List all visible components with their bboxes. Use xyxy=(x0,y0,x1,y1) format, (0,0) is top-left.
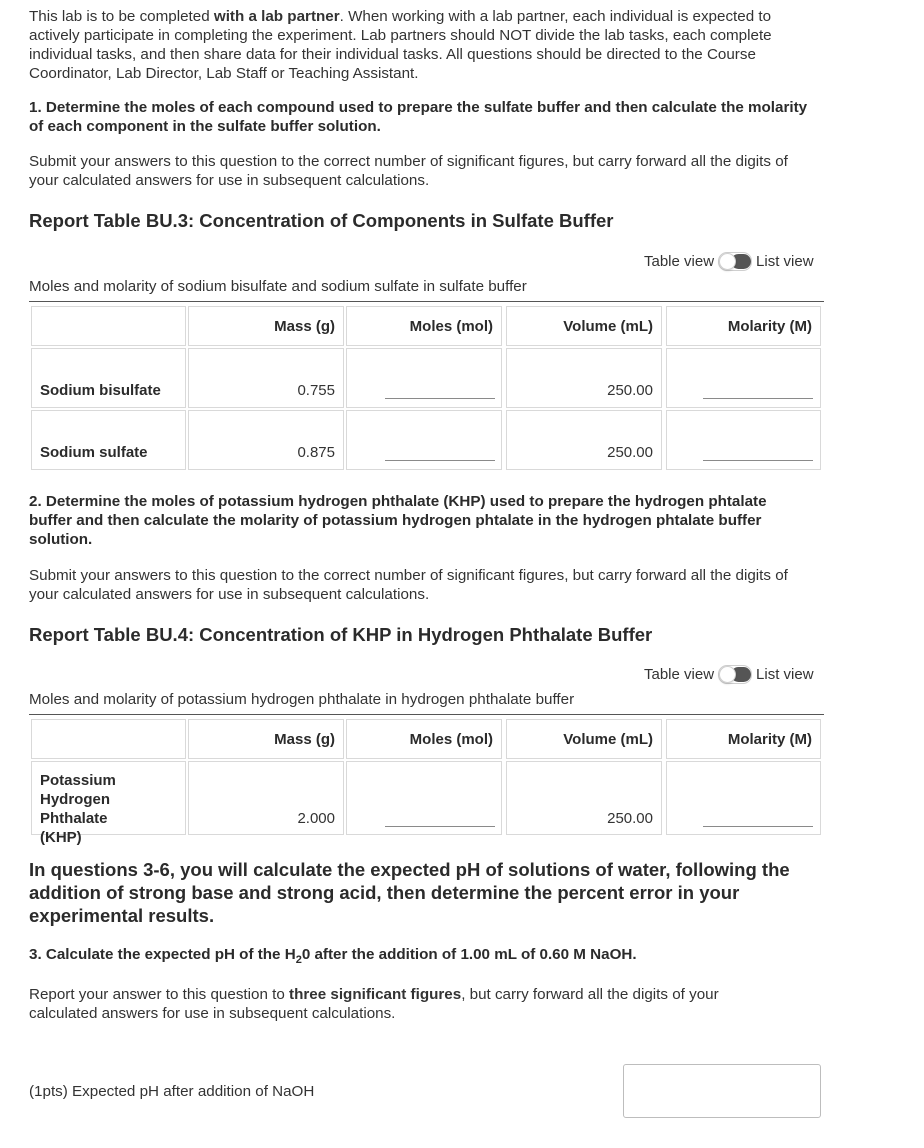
q3-text-post: 0 after the addition of 1.00 mL of 0.60 M NaOH. xyxy=(301,946,637,963)
row-label-khp: Potassium Hydrogen Phthalate (KHP) xyxy=(40,772,116,846)
question-3-instructions xyxy=(29,985,789,1023)
header-volume: Volume (mL) xyxy=(506,306,662,346)
moles-answer-field[interactable] xyxy=(385,398,495,399)
header-volume: Volume (mL) xyxy=(506,719,662,759)
report-text-pre: Report your answer to this question to xyxy=(29,986,290,1003)
intro-text-bold: with a lab partner xyxy=(213,8,340,25)
question-2-heading: 2. Determine the moles of potassium hydrogen phthalate (KHP) used to prepare the hydrogen phtalate buffer and then calculate the molarity of potassium hydrogen phtalate in the hydrogen phtalate buffer solution. xyxy=(29,493,767,548)
header-molarity: Molarity (M) xyxy=(666,306,821,346)
volume-cell xyxy=(506,348,662,408)
moles-answer-field[interactable] xyxy=(385,826,495,827)
table-header-empty xyxy=(31,306,186,346)
molarity-cell xyxy=(666,410,821,470)
expected-ph-label: (1pts) Expected pH after addition of NaOH xyxy=(29,1083,315,1100)
moles-cell xyxy=(346,410,502,470)
molarity-answer-field[interactable] xyxy=(703,826,813,827)
report-table-4-title: Report Table BU.4: Concentration of KHP in Hydrogen Phthalate Buffer xyxy=(29,624,653,645)
expected-ph-input[interactable] xyxy=(623,1064,821,1118)
report-text-bold: three significant figures xyxy=(289,986,462,1003)
question-1-instructions: Submit your answers to this question to the correct number of significant figures, but carry forward all the digits of your calculated answers for use in subsequent calculations. xyxy=(29,153,788,189)
list-view-label[interactable]: List view xyxy=(756,253,814,270)
volume-cell xyxy=(506,761,662,835)
section-3-6-intro: In questions 3-6, you will calculate the expected pH of solutions of water, following the addition of strong base and strong acid, then determine the percent error in your experimental results. xyxy=(29,859,790,926)
table-row xyxy=(31,410,186,470)
table-3-caption: Moles and molarity of sodium bisulfate and sodium sulfate in sulfate buffer xyxy=(29,278,527,295)
intro-paragraph xyxy=(29,7,819,83)
volume-value: 250.00 xyxy=(607,810,653,827)
question-1-heading: 1. Determine the moles of each compound used to prepare the sulfate buffer and then calculate the molarity of each component in the sulfate buffer solution. xyxy=(29,99,808,135)
row-label-sodium-sulfate: Sodium sulfate xyxy=(40,444,148,461)
q3-text-pre: 3. Calculate the expected pH of the H xyxy=(29,946,296,963)
row-label-sodium-bisulfate: Sodium bisulfate xyxy=(40,382,161,399)
table-view-label[interactable]: Table view xyxy=(644,253,715,270)
table-4 xyxy=(29,717,824,846)
volume-cell xyxy=(506,410,662,470)
mass-value: 0.755 xyxy=(297,382,335,399)
volume-value: 250.00 xyxy=(607,382,653,399)
table-header-empty xyxy=(31,719,186,759)
table-3 xyxy=(29,304,824,472)
table-row xyxy=(31,348,186,408)
mass-cell xyxy=(188,410,344,470)
molarity-answer-field[interactable] xyxy=(703,398,813,399)
header-mass: Mass (g) xyxy=(188,306,344,346)
mass-value: 0.875 xyxy=(297,444,335,461)
header-mass: Mass (g) xyxy=(188,719,344,759)
view-toggle-table-4 xyxy=(644,665,814,684)
molarity-cell xyxy=(666,348,821,408)
moles-cell xyxy=(346,348,502,408)
list-view-label[interactable]: List view xyxy=(756,666,814,683)
mass-cell xyxy=(188,761,344,835)
table-view-label[interactable]: Table view xyxy=(644,666,715,683)
header-moles: Moles (mol) xyxy=(346,719,502,759)
mass-value: 2.000 xyxy=(297,810,335,827)
volume-value: 250.00 xyxy=(607,444,653,461)
mass-cell xyxy=(188,348,344,408)
molarity-answer-field[interactable] xyxy=(703,460,813,461)
report-text-post: , but carry forward all the digits of your calculated answers for use in subsequent calculations. xyxy=(29,986,719,1022)
intro-text-pre: This lab is to be completed xyxy=(29,8,214,25)
question-3-heading xyxy=(29,945,809,970)
moles-cell xyxy=(346,761,502,835)
view-toggle-switch[interactable] xyxy=(718,252,752,271)
report-table-3-title: Report Table BU.3: Concentration of Components in Sulfate Buffer xyxy=(29,210,614,231)
header-moles: Moles (mol) xyxy=(346,306,502,346)
intro-text-post: . When working with a lab partner, each individual is expected to actively participate in completing the experiment. Lab partners should NOT divide the lab tasks, each complete individual tasks, and then share data for their individual tasks. All questions should be directed to the Course Coordinator, Lab Director, Lab Staff or Teaching Assistant. xyxy=(29,8,772,82)
moles-answer-field[interactable] xyxy=(385,460,495,461)
table-4-rule xyxy=(29,714,824,715)
table-4-caption: Moles and molarity of potassium hydrogen phthalate in hydrogen phthalate buffer xyxy=(29,691,575,708)
q3-subscript: 2 xyxy=(295,954,302,967)
header-molarity: Molarity (M) xyxy=(666,719,821,759)
view-toggle-switch[interactable] xyxy=(718,665,752,684)
question-2-instructions: Submit your answers to this question to the correct number of significant figures, but carry forward all the digits of your calculated answers for use in subsequent calculations. xyxy=(29,567,788,603)
view-toggle-table-3 xyxy=(644,252,814,271)
table-3-rule xyxy=(29,301,824,302)
molarity-cell xyxy=(666,761,821,835)
table-row xyxy=(31,761,186,846)
